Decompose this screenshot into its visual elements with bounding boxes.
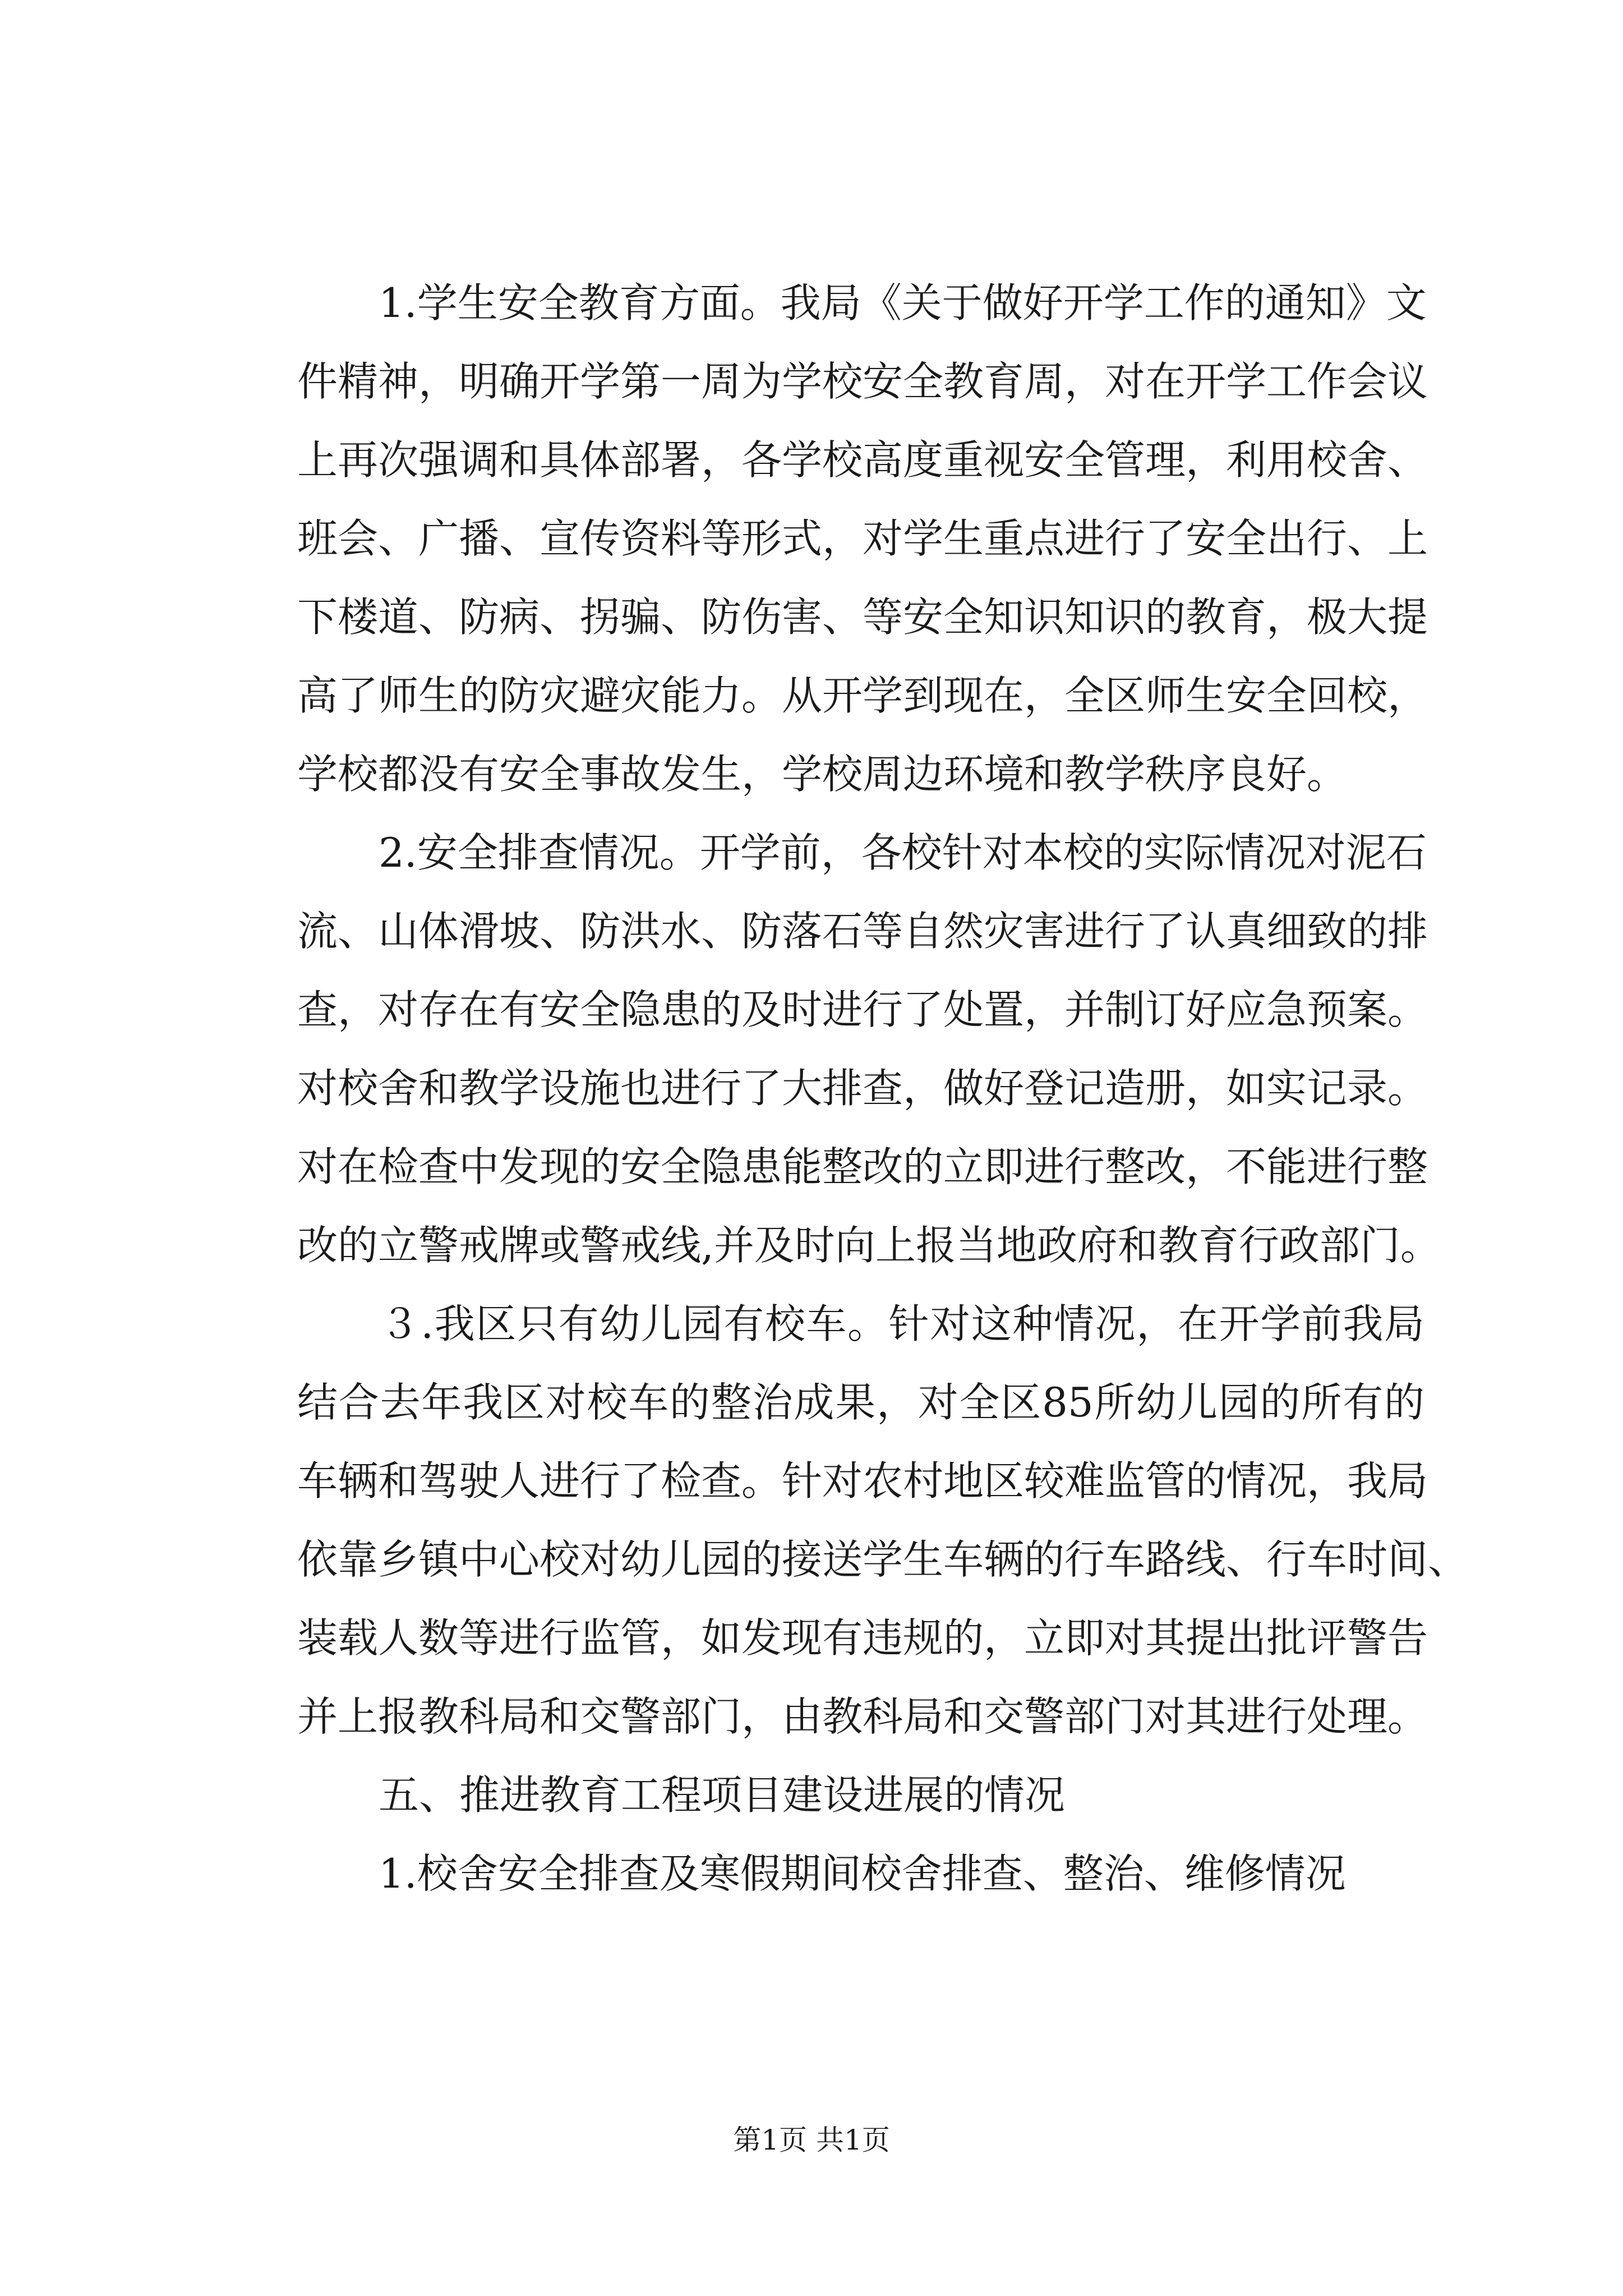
text-line: 查，对存在有安全隐患的及时进行了处置，并制订好应急预案。 [297,986,1428,1033]
paragraph-school-bus [297,1285,1469,1756]
text-line: 1.校舍安全排查及寒假期间校舍排查、整治、维修情况 [379,1850,1346,1897]
text-line: 下楼道、防病、拐骗、防伤害、等安全知识知识的教育，极大提 [297,593,1428,641]
section-heading-five [297,1756,1424,1834]
text-line: 1.学生安全教育方面。我局《关于做好开学工作的通知》文 [379,279,1427,326]
text-line: 改的立警戒牌或警戒线,并及时向上报当地政府和教育行政部门。 [297,1222,1441,1269]
text-line: 依靠乡镇中心校对幼儿园的接送学生车辆的行车路线、行车时间、 [297,1536,1469,1583]
text-line: 班会、广播、宣传资料等形式，对学生重点进行了安全出行、上 [297,515,1428,562]
subsection-heading-school-building [297,1834,1424,1913]
text-line: 2.安全排查情况。开学前，各校针对本校的实际情况对泥石 [379,829,1427,876]
text-line: ３.我区只有幼儿园有校车。针对这种情况，在开学前我局 [379,1300,1424,1347]
paragraph-student-safety-education [297,264,1428,813]
text-line: 上再次强调和具体部署，各学校高度重视安全管理，利用校舍、 [297,436,1428,484]
text-line: 学校都没有安全事故发生，学校周边环境和教学秩序良好。 [297,751,1348,798]
text-line: 并上报教科局和交警部门，由教科局和交警部门对其进行处理。 [297,1693,1428,1740]
text-line: 装载人数等进行监管，如发现有违规的，立即对其提出批评警告 [297,1614,1428,1662]
text-line: 五、推进教育工程项目建设进展的情况 [379,1772,1066,1819]
page-footer: 第1页 共1页 [733,2124,890,2156]
text-line: 流、山体滑坡、防洪水、防落石等自然灾害进行了认真细致的排 [297,908,1428,955]
document-body [297,264,1469,1913]
paragraph-safety-inspection [297,813,1441,1285]
text-line: 对在检查中发现的安全隐患能整改的立即进行整改，不能进行整 [297,1143,1428,1190]
text-line: 结合去年我区对校车的整治成果，对全区85所幼儿园的所有的 [297,1379,1424,1426]
text-line: 高了师生的防灾避灾能力。从开学到现在，全区师生安全回校， [297,672,1428,719]
text-line: 件精神，明确开学第一周为学校安全教育周，对在开学工作会议 [297,358,1428,405]
text-line: 对校舍和教学设施也进行了大排查，做好登记造册，如实记录。 [297,1065,1428,1112]
text-line: 车辆和驾驶人进行了检查。针对农村地区较难监管的情况，我局 [297,1457,1428,1504]
